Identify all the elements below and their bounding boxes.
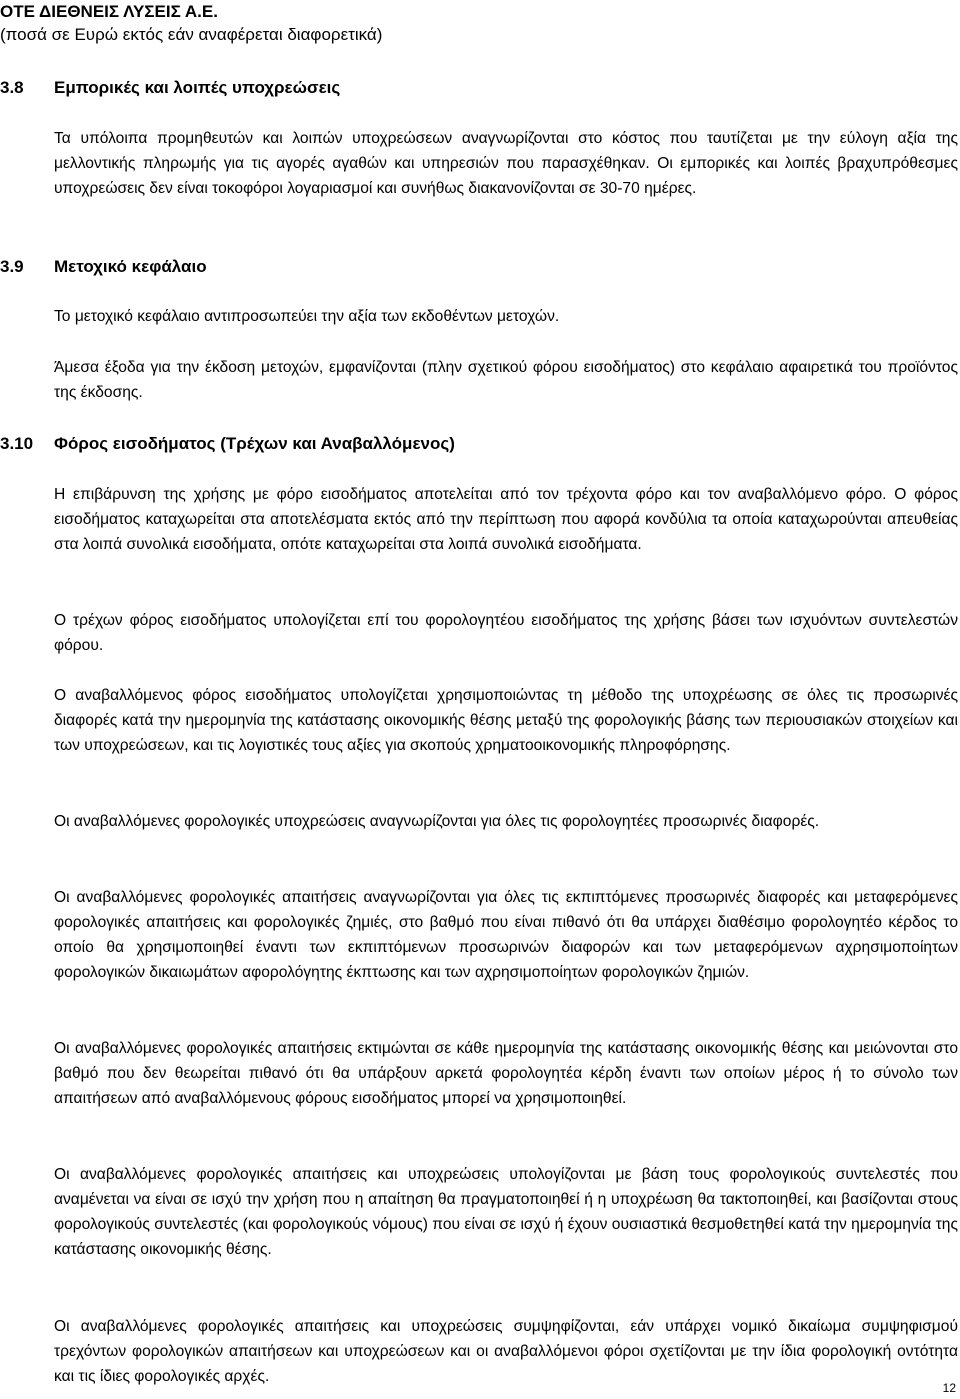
paragraph: Οι αναβαλλόμενες φορολογικές απαιτήσεις και υποχρεώσεις υπολογίζονται με βάση τους φορολογικούς συντελεστές που αναμένεται να είναι σε ισχύ την χρήση που η απαίτηση θα πραγματοποιηθεί ή η υποχρέωση θα τακτοποιηθεί, και βασίζονται στους φορολογικούς συντελεστές (και φορολογικούς νόμους) που είναι σε ισχύ ή έχουν ουσιαστικά θεσμοθετηθεί κατά την ημερομηνία της κατάστασης οικονομικής θέσης. — [54, 1166, 958, 1258]
section-title: Εμπορικές και λοιπές υποχρεώσεις — [54, 78, 341, 97]
section-title: Μετοχικό κεφάλαιο — [54, 257, 207, 276]
paragraph: Τα υπόλοιπα προμηθευτών και λοιπών υποχρεώσεων αναγνωρίζονται στο κόστος που ταυτίζεται με την εύλογη αξία της μελλοντικής πληρωμής για τις αγορές αγαθών και υπηρεσιών που παρασχέθηκαν. Οι εμπορικές και λοιπές βραχυπρόθεσμες υποχρεώσεις δεν είναι τοκοφόροι λογαριασμοί και συνήθως διακανονίζονται σε 30-70 ημέρες. — [54, 130, 958, 197]
section-heading-3-9 — [0, 255, 207, 279]
paragraph: Οι αναβαλλόμενες φορολογικές απαιτήσεις αναγνωρίζονται για όλες τις εκπιπτόμενες προσωρινές διαφορές και μεταφερόμενες φορολογικές απαιτήσεις και φορολογικές ζημιές, στο βαθμό που είναι πιθανό ότι θα υπάρχει διαθέσιμο φορολογητέο κέρδος το οποίο θα χρησιμοποιηθεί έναντι των εκπιπτόμενων προσωρινών διαφορών και των μεταφερόμενων αχρησιμοποίητων φορολογικών δικαιωμάτων αφορολόγητης έκπτωσης και των αχρησιμοποίητων φορολογικών ζημιών. — [54, 889, 958, 981]
paragraph: Οι αναβαλλόμενες φορολογικές απαιτήσεις εκτιμώνται σε κάθε ημερομηνία της κατάστασης οικονομικής θέσης και μειώνονται στο βαθμό που δεν θεωρείται πιθανό ότι θα υπάρξουν αρκετά φορολογητέα κέρδη έναντι των οποίων μέρος ή το σύνολο των απαιτήσεων από αναβαλλόμενους φόρους εισοδήματος μπορεί να χρησιμοποιηθεί. — [54, 1040, 958, 1107]
section-number: 3.10 — [0, 434, 34, 453]
currency-note: (ποσά σε Ευρώ εκτός εάν αναφέρεται διαφορετικά) — [0, 25, 383, 44]
paragraph: Ο αναβαλλόμενος φόρος εισοδήματος υπολογίζεται χρησιμοποιώντας τη μέθοδο της υποχρέωσης σε όλες τις προσωρινές διαφορές κατά την ημερομηνία της κατάστασης οικονομικής θέσης μεταξύ της φορολογικής βάσης των περιουσιακών στοιχείων και των υποχρεώσεων, και τις λογιστικές τους αξίες για σκοπούς χρηματοοικονομικής πληροφόρησης. — [54, 687, 958, 754]
section-heading-3-8 — [0, 76, 340, 100]
section-heading-3-10 — [0, 432, 455, 456]
page-number: 12 — [942, 1381, 956, 1395]
section-number: 3.9 — [0, 257, 24, 276]
company-name: ΟΤΕ ΔΙΕΘΝΕΙΣ ΛΥΣΕΙΣ Α.Ε. — [0, 2, 218, 21]
paragraph: Η επιβάρυνση της χρήσης με φόρο εισοδήματος αποτελείται από τον τρέχοντα φόρο και τον αναβαλλόμενο φόρο. Ο φόρος εισοδήματος καταχωρείται στα αποτελέσματα εκτός από την περίπτωση που αφορά κονδύλια τα οποία καταχωρούνται απευθείας στα λοιπά συνολικά εισοδήματα, οπότε καταχωρείται στα λοιπά συνολικά εισοδήματα. — [54, 486, 958, 553]
paragraph: Άμεσα έξοδα για την έκδοση μετοχών, εμφανίζονται (πλην σχετικού φόρου εισοδήματος) στο κεφάλαιο αφαιρετικά του προϊόντος της έκδοσης. — [54, 359, 958, 401]
paragraph: Οι αναβαλλόμενες φορολογικές απαιτήσεις και υποχρεώσεις συμψηφίζονται, εάν υπάρχει νομικό δικαίωμα συμψηφισμού τρεχόντων φορολογικών απαιτήσεων και υποχρεώσεων και οι αναβαλλόμενοι φόροι σχετίζονται με την ίδια φορολογική οντότητα και τις ίδιες φορολογικές αρχές. — [54, 1318, 958, 1385]
paragraph: Οι αναβαλλόμενες φορολογικές υποχρεώσεις αναγνωρίζονται για όλες τις φορολογητέες προσωρινές διαφορές. — [54, 813, 820, 830]
section-title: Φόρος εισοδήματος (Τρέχων και Αναβαλλόμενος) — [54, 434, 455, 453]
paragraph: Το μετοχικό κεφάλαιο αντιπροσωπεύει την αξία των εκδοθέντων μετοχών. — [54, 308, 560, 325]
paragraph: Ο τρέχων φόρος εισοδήματος υπολογίζεται επί του φορολογητέου εισοδήματος της χρήσης βάσει των ισχυόντων συντελεστών φόρου. — [54, 612, 958, 654]
section-number: 3.8 — [0, 78, 24, 97]
